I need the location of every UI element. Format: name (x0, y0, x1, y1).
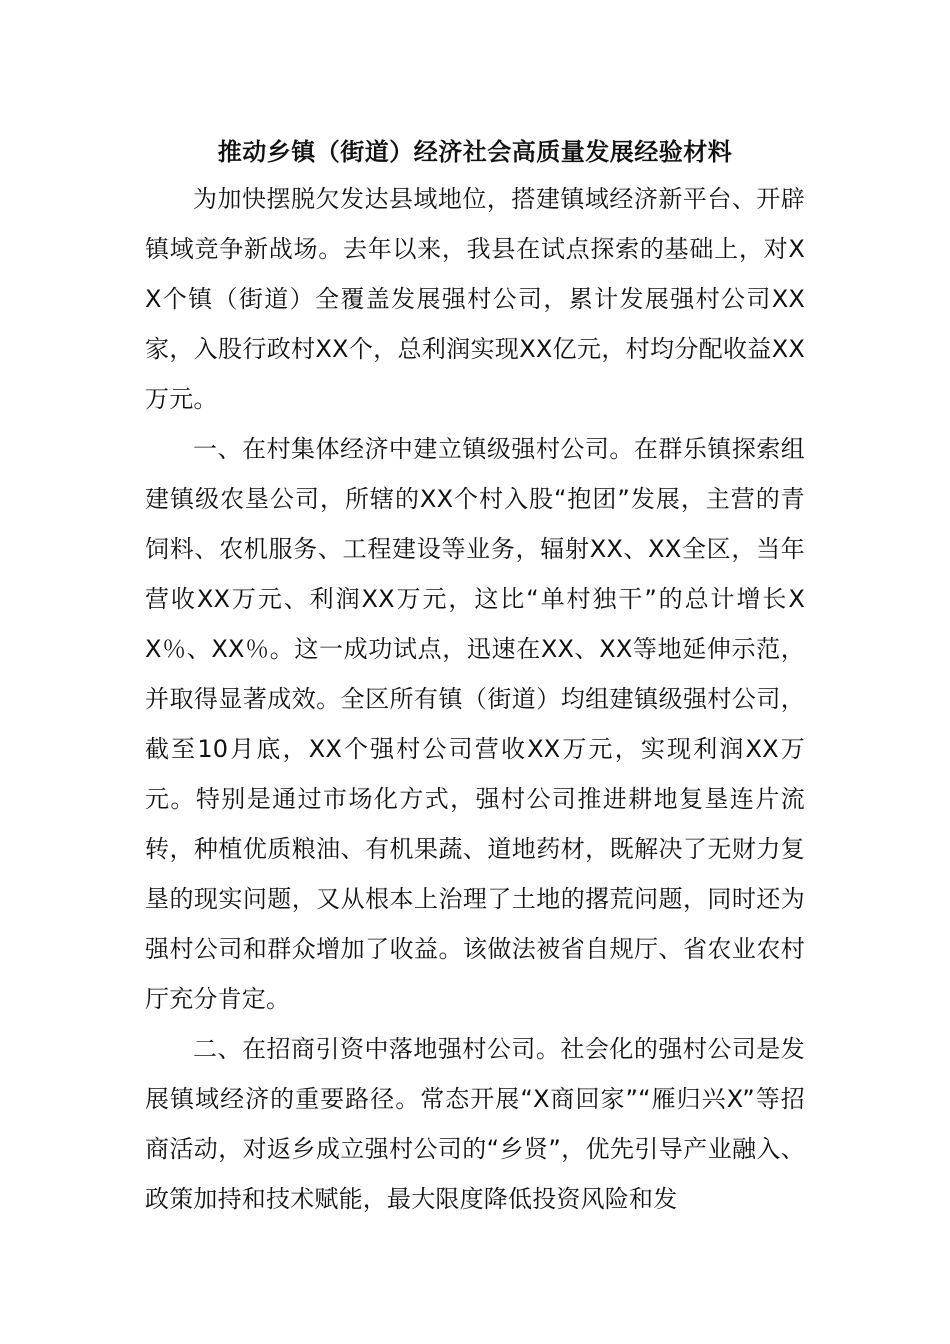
paragraph-section-1: 一、在村集体经济中建立镇级强村公司。在群乐镇探索组建镇级农垦公司，所辖的XX个村入股“抱团”发展，主营的青饲料、农机服务、工程建设等业务，辐射XX、XX全区，当年营收XX万元、利润XX万元，这比“单村独干”的总计增长XX％、XX％。这一成功试点，迅速在XX、XX等地延伸示范，并取得显著成效。全区所有镇（街道）均组建镇级强村公司，截至10月底，XX个强村公司营收XX万元，实现利润XX万元。特别是通过市场化方式，强村公司推进耕地复垦连片流转，种植优质粮油、有机果蔬、道地药材，既解决了无财力复垦的现实问题，又从根本上治理了土地的撂荒问题，同时还为强村公司和群众增加了收益。该做法被省自规厅、省农业农村厅充分肯定。 (145, 435, 805, 1013)
document-title: 推动乡镇（街道）经济社会高质量发展经验材料 (217, 138, 733, 166)
paragraph-section-2: 二、在招商引资中落地强村公司。社会化的强村公司是发展镇域经济的重要路径。常态开展“X商回家”“雁归兴X”等招商活动，对返乡成立强村公司的“乡贤”，优先引导产业融入、政策加持和技术赋能，最大限度降低投资风险和发 (145, 1035, 805, 1213)
paragraph-intro: 为加快摆脱欠发达县域地位，搭建镇域经济新平台、开辟镇域竞争新战场。去年以来，我县在试点探索的基础上，对XX个镇（街道）全覆盖发展强村公司，累计发展强村公司XX家，入股行政村XX个，总利润实现XX亿元，村均分配收益XX万元。 (145, 185, 805, 413)
document-body (145, 174, 805, 1224)
